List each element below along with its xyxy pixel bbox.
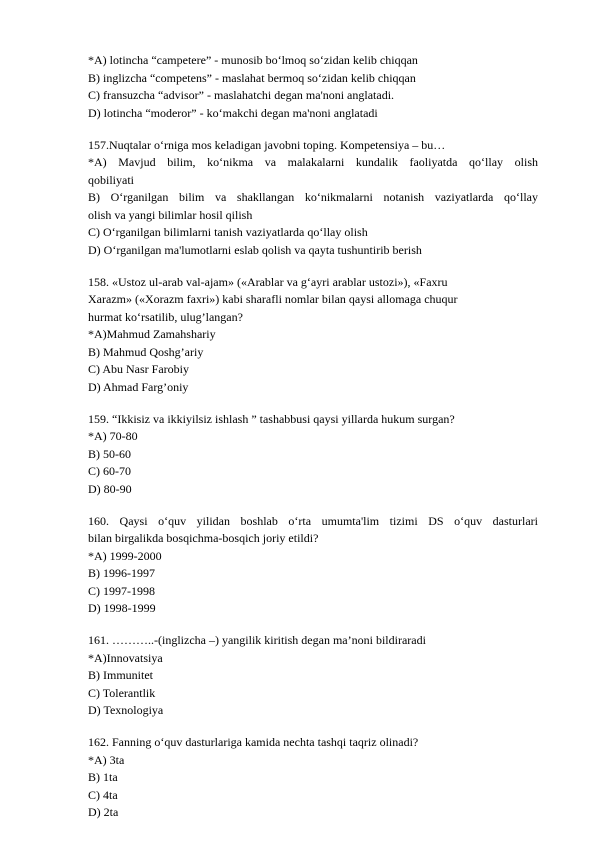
text-line: B) 1ta — [88, 770, 118, 784]
question-line: 160. Qaysi o‘quv yilidan boshlab o‘rta umumta'lim tizimi DS o‘quv dasturlari — [88, 513, 538, 528]
question-line: 158. «Ustoz ul-arab val-ajam» («Arablar va g‘ayri arablar ustozi»), «Faxru — [88, 274, 448, 289]
text-line: B) Immunitet — [88, 668, 153, 682]
text-line: D) lotincha “moderor” - ko‘makchi degan ma'noni anglatadi — [88, 105, 378, 120]
text-line: D) 1998-1999 — [88, 601, 156, 615]
question-block-q162 — [88, 734, 538, 822]
paragraph-gap — [88, 720, 538, 735]
text-line: bilan birgalikda bosqichma-bosqich joriy etildi? — [88, 531, 319, 545]
paragraph-gap — [88, 618, 538, 633]
text-line: C) O‘rganilgan bilimlarni tanish vaziyatlarda qo‘llay olish — [88, 225, 368, 239]
text-line: *A)Innovatsiya — [88, 650, 163, 665]
question-line: 157.Nuqtalar o‘rniga mos keladigan javobni toping. Kompetensiya – bu… — [88, 137, 446, 152]
paragraph-gap — [88, 259, 538, 274]
text-line: D) O‘rganilgan ma'lumotlarni eslab qolish va qayta tushuntirib berish — [88, 242, 422, 257]
question-line: 162. Fanning o‘quv dasturlariga kamida nechta tashqi taqriz olinadi? — [88, 735, 419, 749]
text-line: B) O‘rganilgan bilim va shakllangan ko‘nikmalarni notanish vaziyatlarda qo‘llay — [88, 190, 538, 204]
document-body — [88, 52, 538, 822]
text-line: *A) Mavjud bilim, ko‘nikma va malakalarni kundalik faoliyatda qo‘llay olish — [88, 155, 538, 169]
text-line: C) 60-70 — [88, 464, 131, 478]
text-line: hurmat ko‘rsatilib, ulug’langan? — [88, 309, 243, 324]
text-line: B) inglizcha “competens” - maslahat bermoq so‘zidan kelib chiqqan — [88, 70, 416, 85]
text-line: *A) 70-80 — [88, 429, 138, 443]
text-line: D) Texnologiya — [88, 703, 164, 717]
question-block-q156-tail — [88, 52, 538, 122]
text-line: B) 1996-1997 — [88, 566, 155, 580]
question-line: 161. ………..-(inglizcha –) yangilik kiritish degan ma’noni bildiraradi — [88, 633, 426, 647]
text-line: olish va yangi bilimlar hosil qilish — [88, 207, 253, 222]
question-block-q160 — [88, 513, 538, 618]
text-line: *A)Mahmud Zamahshariy — [88, 327, 216, 341]
text-line: B) Mahmud Qoshg’ariy — [88, 344, 204, 359]
text-line: *A) 1999-2000 — [88, 548, 162, 563]
paragraph-gap — [88, 122, 538, 137]
text-line: C) 4ta — [88, 787, 118, 802]
text-line: C) 1997-1998 — [88, 583, 155, 598]
text-line: B) 50-60 — [88, 446, 131, 461]
text-line: C) fransuzcha “advisor” - maslahatchi degan ma'noni anglatadi. — [88, 88, 395, 102]
text-line: D) 80-90 — [88, 481, 132, 496]
text-line: *A) 3ta — [88, 752, 125, 767]
text-line: qobiliyati — [88, 172, 134, 187]
text-line: C) Tolerantlik — [88, 685, 156, 700]
text-line: D) 2ta — [88, 805, 119, 819]
question-line: *A) lotincha “campetere” - munosib bo‘lmoq so‘zidan kelib chiqqan — [88, 53, 418, 67]
question-block-q157 — [88, 137, 538, 260]
question-block-q158 — [88, 274, 538, 397]
paragraph-gap — [88, 498, 538, 513]
question-block-q159 — [88, 411, 538, 499]
text-line: D) Ahmad Farg’oniy — [88, 379, 189, 394]
question-line: 159. “Ikkisiz va ikkiyilsiz ishlash ” tashabbusi qaysi yillarda hukum surgan? — [88, 411, 455, 426]
paragraph-gap — [88, 396, 538, 411]
text-line: C) Abu Nasr Farobiy — [88, 362, 189, 376]
text-line: Xarazm» («Xorazm faxri») kabi sharafli nomlar bilan qaysi allomaga chuqur — [88, 292, 458, 306]
question-block-q161 — [88, 632, 538, 720]
